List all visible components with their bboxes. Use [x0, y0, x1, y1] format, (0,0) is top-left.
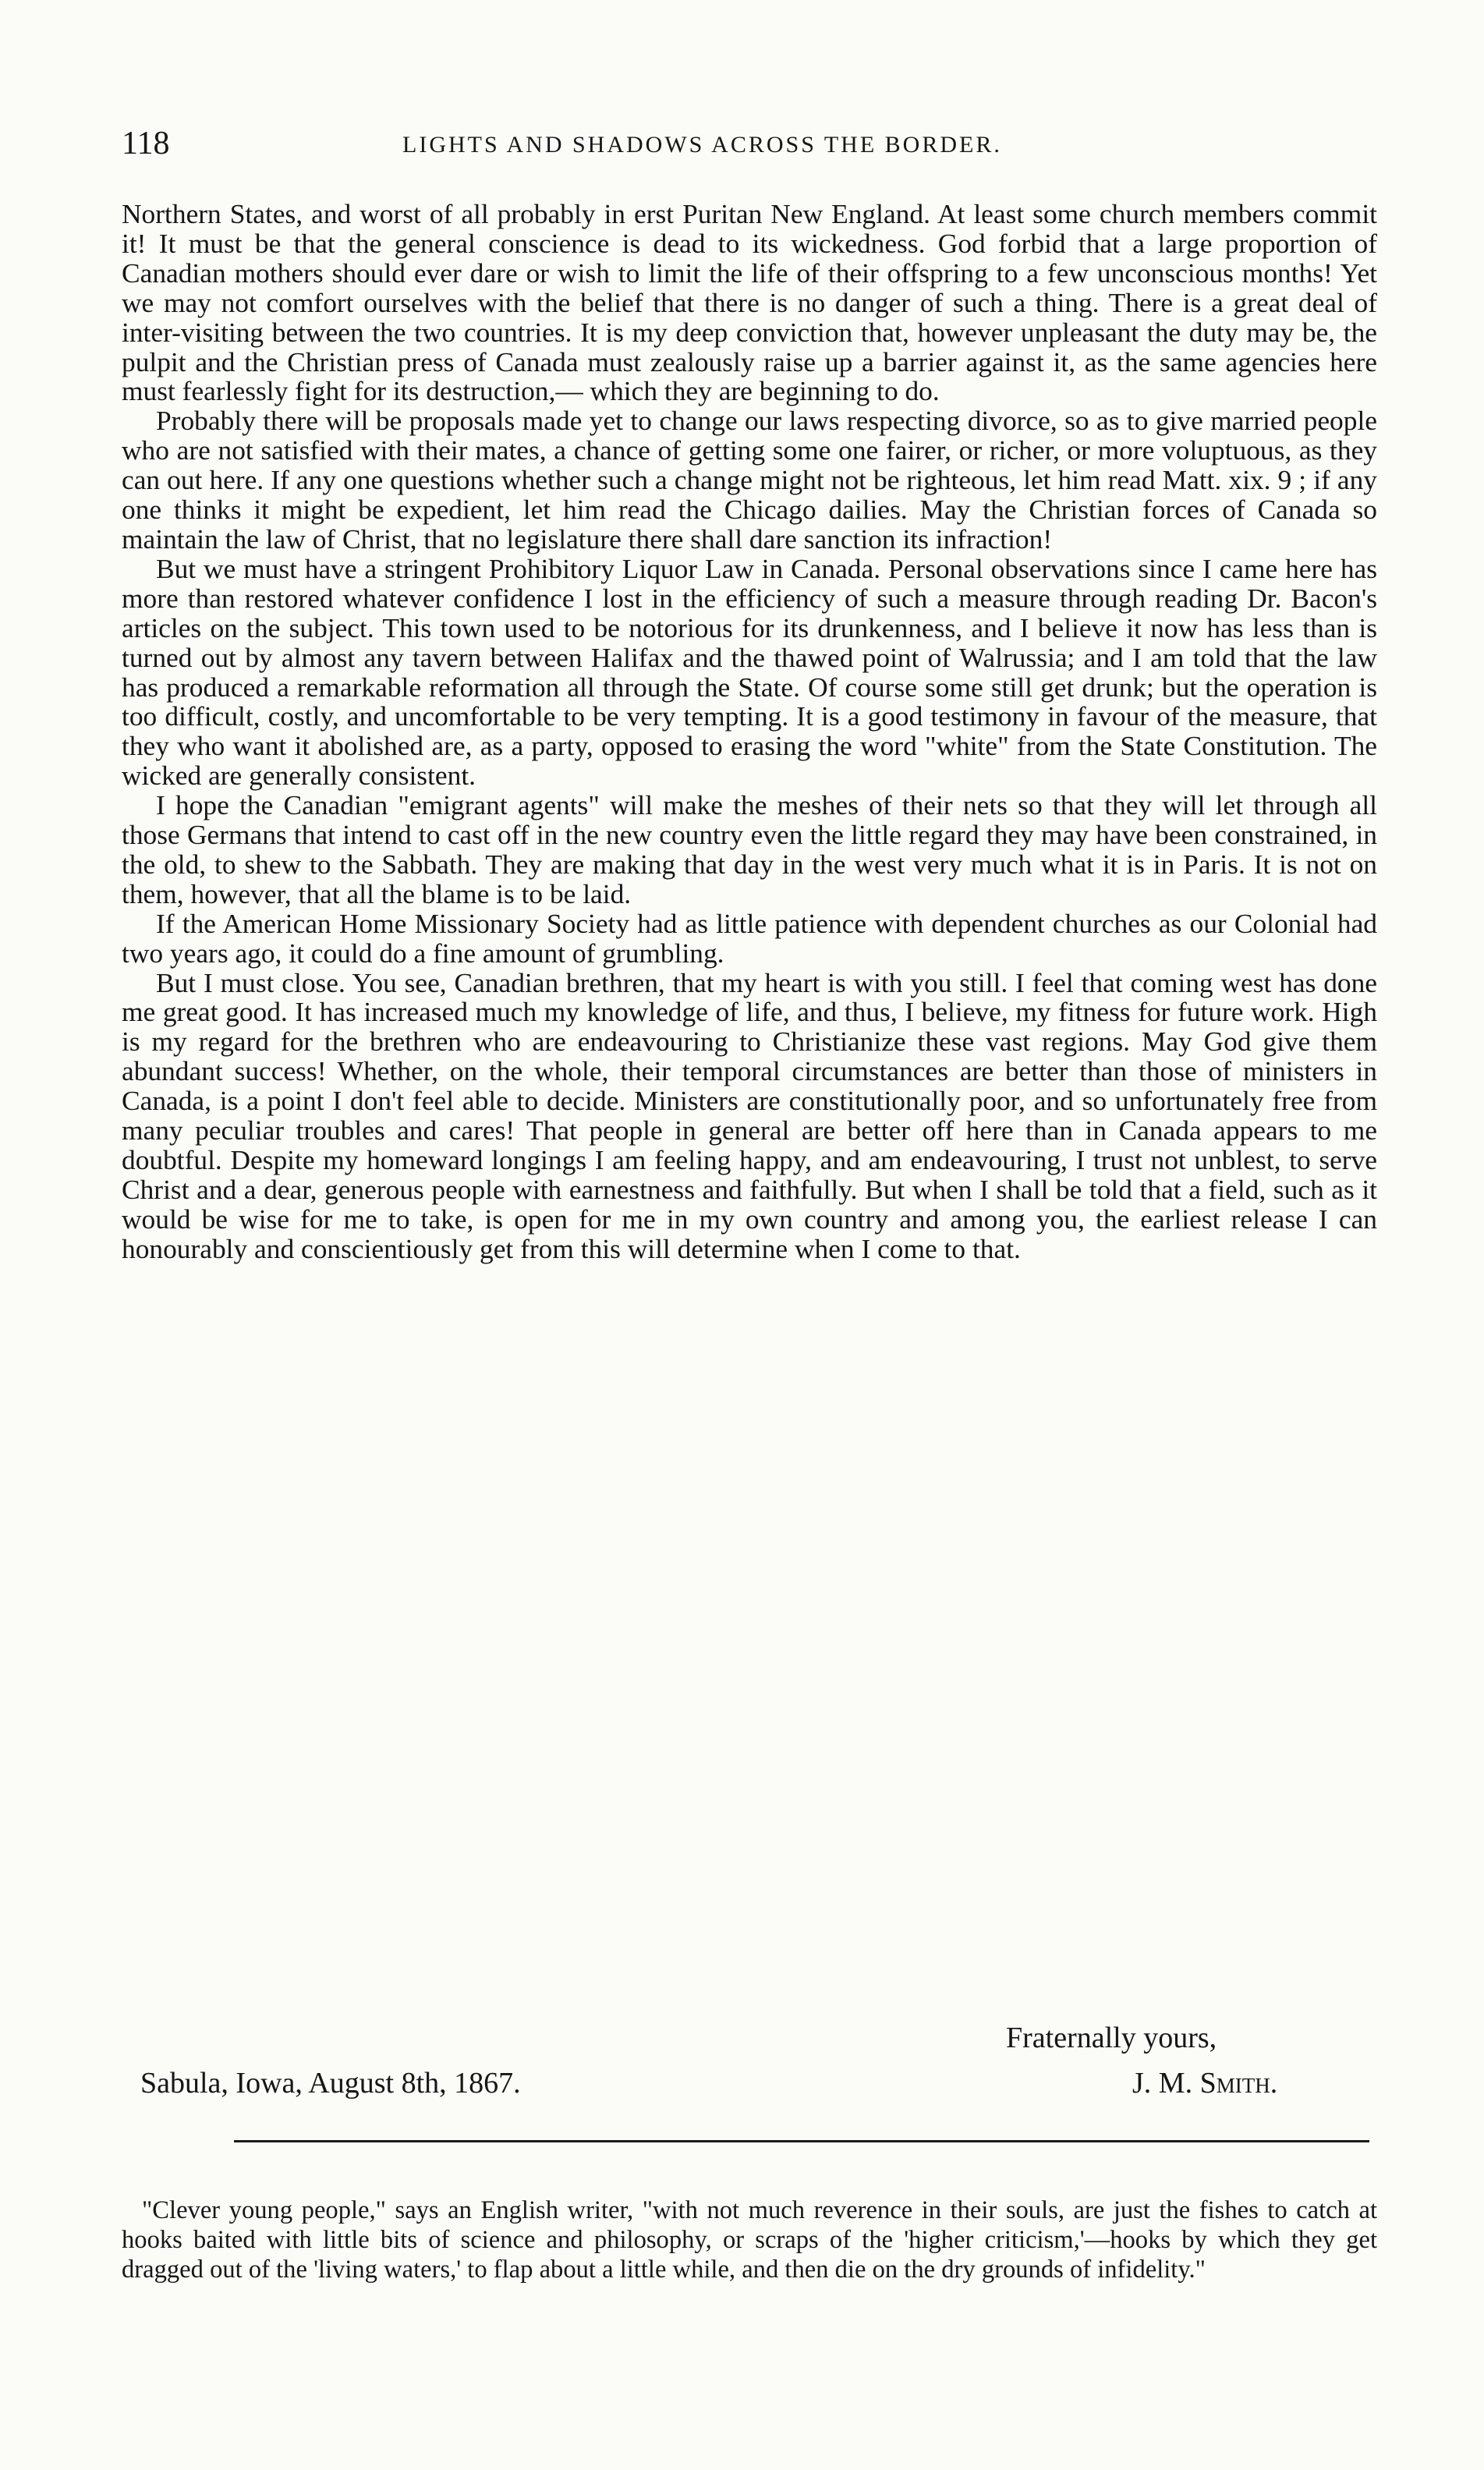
place-date: Sabula, Iowa, August 8th, 1867. [140, 2067, 521, 2100]
footnote: "Clever young people," says an English writer, "with not much reverence in their souls, are just the fishes to catch at hooks baited with little bits of science and philosophy, or scraps of the 'higher criticism,'—hooks by which they get dragged out of the 'living waters,' to flap about a little while, and then die on the dry grounds of infidelity." [122, 2195, 1377, 2284]
page-number: 118 [122, 126, 170, 161]
letter-body [122, 200, 1377, 1264]
paragraph-closing: But I must close. You see, Canadian brethren, that my heart is with you still. I feel that coming west has done me great good. It has increased much my knowledge of life, and thus, I believe, my fitness for future work. High is my regard for the brethren who are endeavouring to Christianize these vast regions. May God give them abundant success! Whether, on the whole, their temporal circumstances are better than those of ministers in Canada, is a point I don't feel able to decide. Ministers are constitutionally poor, and so unfortunately free from many peculiar troubles and cares! That people in general are better off here than in Canada appears to me doubtful. Despite my homeward longings I am feeling happy, and am endeavouring, I trust not unblest, to serve Christ and a dear, generous people with earnestness and faithfully. But when I shall be told that a field, such as it would be wise for me to take, is open for me in my own country and among you, the earliest release I can honourably and conscientiously get from this will determine when I come to that. [122, 966, 1377, 1264]
valediction: Fraternally yours, [1006, 2022, 1217, 2054]
page-header [122, 122, 1377, 168]
running-head: LIGHTS AND SHADOWS ACROSS THE BORDER. [402, 132, 1002, 158]
paragraph-divorce: Probably there will be proposals made yet to change our laws respecting divorce, so as to give married people who are not satisfied with their mates, a chance of getting some one fairer, or richer, or more voluptuous, as they can out here. If any one questions whether such a change might not be righteous, let him read Matt. xix. 9 ; if any one thinks it might be expedient, let him read the Chicago dailies. May the Christian forces of Canada so maintain the law of Christ, that no legislature there shall dare sanction its infraction! [122, 405, 1377, 555]
paragraph-liquor-law: But we must have a stringent Prohibitory Liquor Law in Canada. Personal observations since I came here has more than restored whatever confidence I lost in the efficiency of such a measure through reading Dr. Bacon's articles on the subject. This town used to be notorious for its drunkenness, and I believe it now has less than is turned out by almost any tavern between Halifax and the thawed point of Walrussia; and I am told that the law has produced a remarkable reformation all through the State. Of course some still get drunk; but the operation is too difficult, costly, and uncomfortable to be very tempting. It is a good testimony in favour of the measure, that they who want it abolished are, as a party, opposed to erasing the word "white" from the State Constitution. The wicked are generally consistent. [122, 552, 1377, 792]
divider-rule [234, 2140, 1369, 2142]
signature: J. M. Smith. [1132, 2067, 1278, 2100]
paragraph-missionary-society: If the American Home Missionary Society had as little patience with dependent churches as our Colonial had two years ago, it could do a fine amount of grumbling. [122, 907, 1377, 969]
paragraph-emigrant-agents: I hope the Canadian "emigrant agents" will make the meshes of their nets so that they will let through all those Germans that intend to cast off in the new country even the little regard they may have been constrained, in the old, to shew to the Sabbath. They are making that day in the west very much what it is in Paris. It is not on them, however, that all the blame is to be laid. [122, 789, 1377, 909]
paragraph-continued: Northern States, and worst of all probably in erst Puritan New England. At least some church members commit it! It must be that the general conscience is dead to its wickedness. God forbid that a large proportion of Canadian mothers should ever dare or wish to limit the life of their offspring to a few unconscious months! Yet we may not comfort ourselves with the belief that there is no danger of such a thing. There is a great deal of inter-visiting between the two countries. It is my deep conviction that, however unpleasant the duty may be, the pulpit and the Christian press of Canada must zealously raise up a barrier against it, as the same agencies here must fearlessly fight for its destruction,— which they are beginning to do. [122, 198, 1377, 407]
